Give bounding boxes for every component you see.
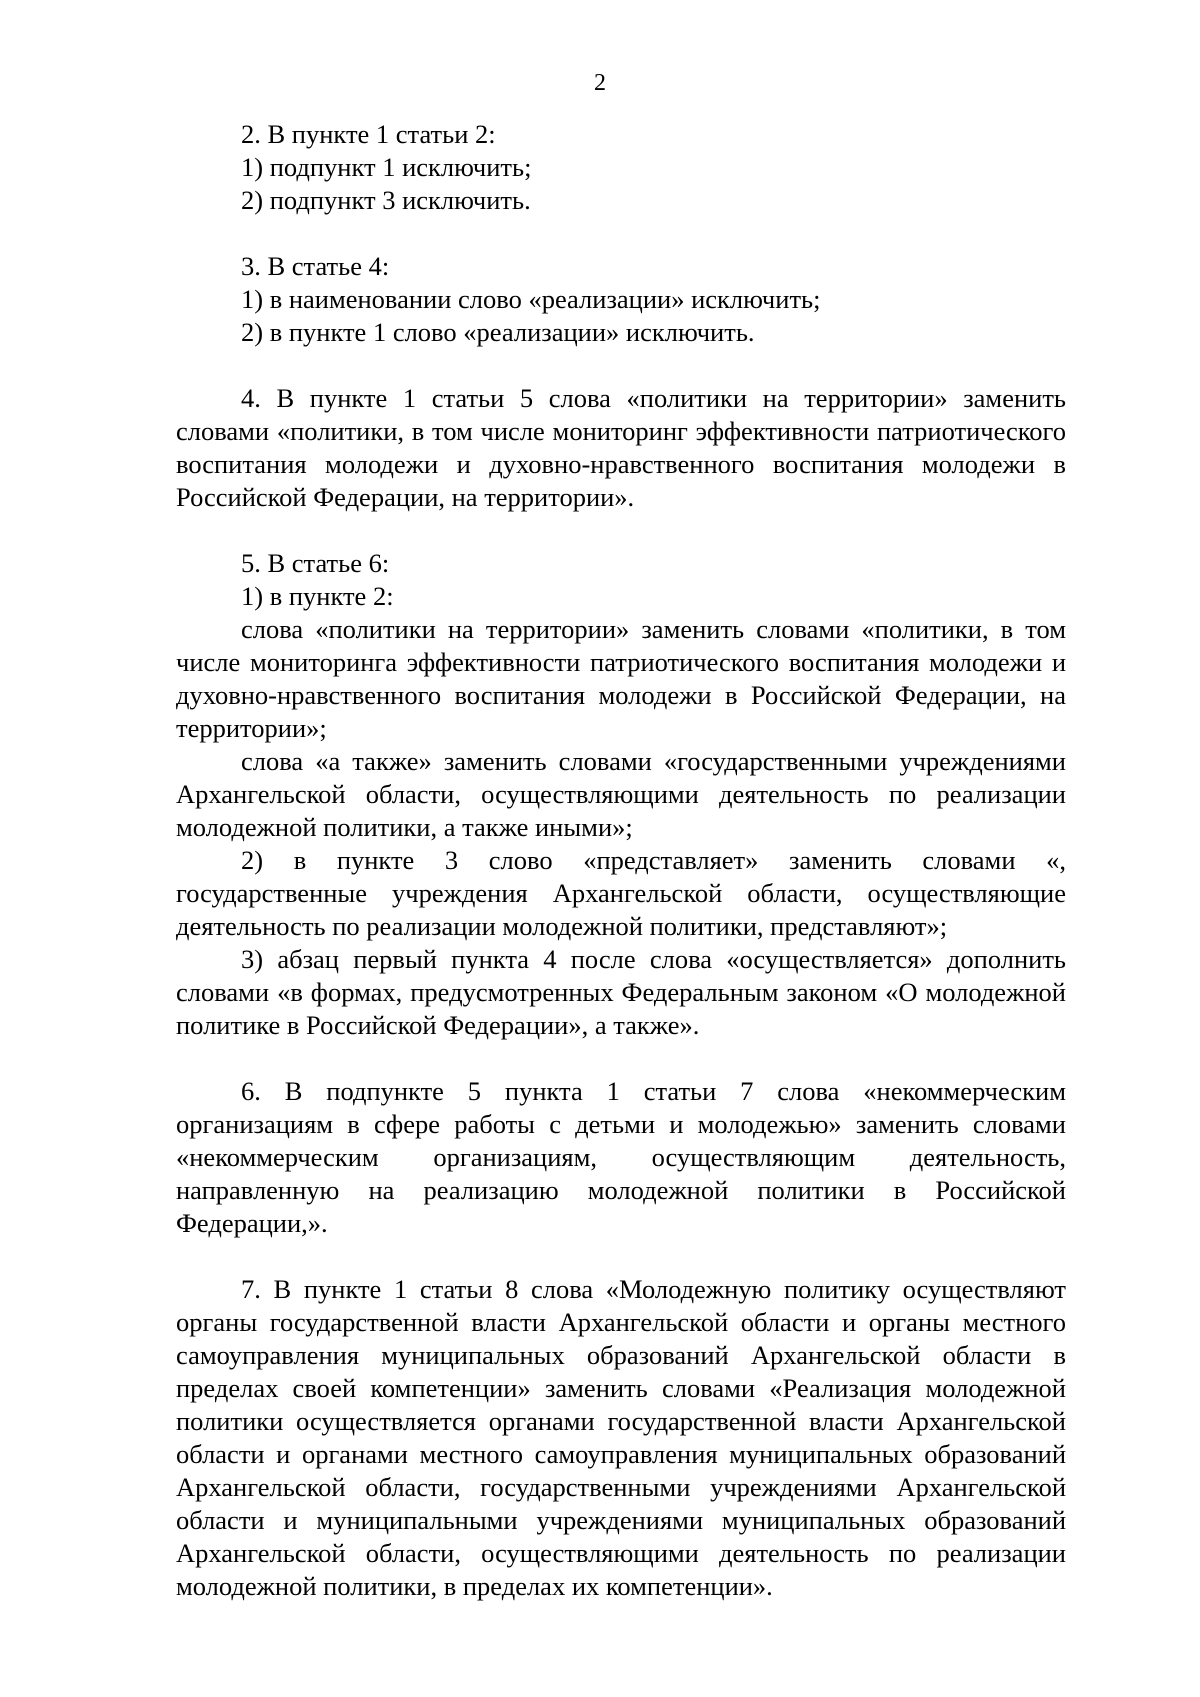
paragraph: 1) в пункте 2:: [241, 581, 394, 611]
paragraph: 3) абзац первый пункта 4 после слова «осуществляется» дополнить словами «в формах, предусмотренных Федеральным законом «О молодежной политике в Российской Федерации», а также».: [176, 944, 1066, 1040]
paragraph: 2) в пункте 3 слово «представляет» заменить словами «, государственные учреждения Архангельской области, осуществляющие деятельность по реализации молодежной политики, представляют»;: [176, 845, 1066, 941]
paragraph: 6. В подпункте 5 пункта 1 статьи 7 слова «некоммерческим организациям в сфере работы с детьми и молодежью» заменить словами «некоммерческим организациям, осуществляющим деятельность, направленную на реализацию молодежной политики в Российской Федерации,».: [176, 1076, 1066, 1238]
amendment-item-7: [176, 1273, 1066, 1603]
paragraph: 1) подпункт 1 исключить;: [241, 152, 532, 182]
paragraph: 3. В статье 4:: [241, 251, 390, 281]
amendment-item-2: [176, 118, 1066, 217]
document-body: [176, 118, 1066, 1603]
amendment-item-5: [176, 547, 1066, 1042]
paragraph: 2. В пункте 1 статьи 2:: [241, 119, 496, 149]
paragraph: 7. В пункте 1 статьи 8 слова «Молодежную политику осуществляют органы государственной власти Архангельской области и органы местного самоуправления муниципальных образований Архангельской области в пределах своей компетенции» заменить словами «Реализация молодежной политики осуществляется органами государственной власти Архангельской области и органами местного самоуправления муниципальных образований Архангельской области, государственными учреждениями Архангельской области и муниципальными учреждениями муниципальных образований Архангельской области, осуществляющими деятельность по реализации молодежной политики, в пределах их компетенции».: [176, 1274, 1066, 1601]
paragraph: слова «политики на территории» заменить словами «политики, в том числе мониторинга эффективности патриотического воспитания молодежи и духовно-нравственного воспитания молодежи в Российской Федерации, на территории»;: [176, 614, 1066, 743]
amendment-item-3: [176, 250, 1066, 349]
amendment-item-4: [176, 382, 1066, 514]
paragraph: 2) подпункт 3 исключить.: [241, 185, 531, 215]
page-number: 2: [594, 70, 606, 96]
paragraph: 4. В пункте 1 статьи 5 слова «политики на территории» заменить словами «политики, в том числе мониторинг эффективности патриотического воспитания молодежи и духовно-нравственного воспитания молодежи в Российской Федерации, на территории».: [176, 383, 1066, 512]
paragraph: 2) в пункте 1 слово «реализации» исключить.: [241, 317, 755, 347]
amendment-item-6: [176, 1075, 1066, 1240]
paragraph: 5. В статье 6:: [241, 548, 390, 578]
paragraph: 1) в наименовании слово «реализации» исключить;: [241, 284, 821, 314]
paragraph: слова «а также» заменить словами «государственными учреждениями Архангельской области, осуществляющими деятельность по реализации молодежной политики, а также иными»;: [176, 746, 1066, 842]
